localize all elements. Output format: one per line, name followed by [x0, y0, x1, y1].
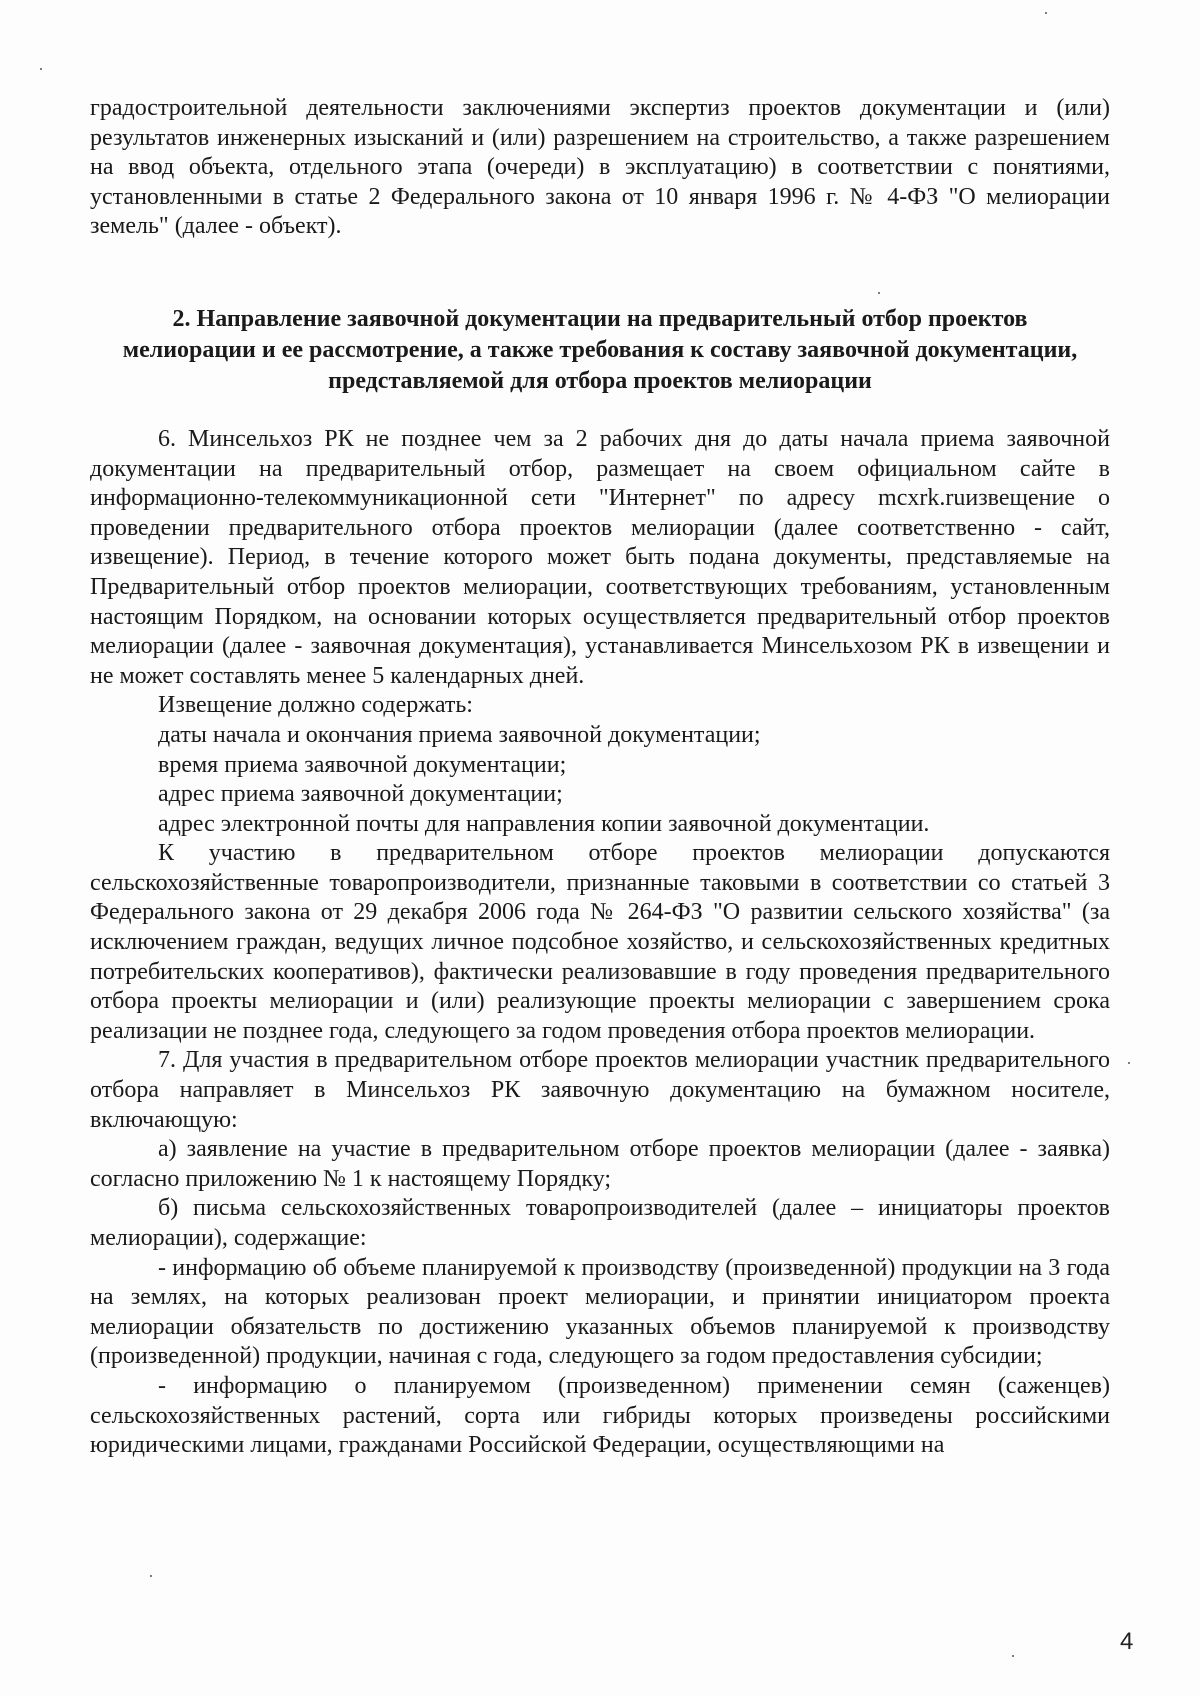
notice-item: время приема заявочной документации;: [158, 751, 567, 778]
scan-speck: [40, 68, 42, 70]
paragraph-6: 6. Минсельхоз РК не позднее чем за 2 рабочих дня до даты начала приема заявочной документации на предварительный отбор, размещает на своем официальном сайте в информационно-телекоммуникационной сети "Интернет" по адресу mcxrk.ruизвещение о проведении предварительного отбора проектов мелиорации (далее соответственно - сайт, извещение). Период, в течение которого может быть подана документы, представляемые на Предварительный отбор проектов мелиорации, соответствующих требованиям, установленным настоящим Порядком, на основании которых осуществляется предварительный отбор проектов мелиорации (далее - заявочная документация), устанавливается Минсельхозом РК в извещении и не может составлять менее 5 календарных дней.: [90, 425, 1110, 689]
paragraph-participants: К участию в предварительном отборе проектов мелиорации допускаются сельскохозяйственные товаропроизводители, признанные таковыми в соответствии со статьей 3 Федерального закона от 29 декабря 2006 года № 264-ФЗ "О развитии сельского хозяйства" (за исключением граждан, ведущих личное подсобное хозяйство, и сельскохозяйственных кредитных потребительских кооперативов), фактически реализовавшие в году проведения предварительного отбора проекты мелиорации и (или) реализующие проекты мелиорации с завершением срока реализации не позднее года, следующего за годом проведения отбора проектов мелиорации.: [90, 840, 1110, 1044]
page-number: 4: [1120, 1628, 1134, 1655]
notice-must-contain: Извещение должно содержать:: [158, 692, 473, 719]
scan-speck: [150, 1575, 152, 1577]
notice-item: адрес приема заявочной документации;: [158, 781, 563, 808]
scan-speck: [1045, 12, 1047, 14]
paragraph-7: 7. Для участия в предварительном отборе проектов мелиорации участник предварительного отбора направляет в Минсельхоз РК заявочную документацию на бумажном носителе, включающую:: [90, 1047, 1110, 1133]
document-body: [90, 94, 1110, 1461]
sub-item-production-info: - информацию об объеме планируемой к производству (произведенной) продукции на 3 года на землях, на которых реализован проект мелиорации, и принятии инициатором проекта мелиорации обязательств по достижению указанных объемов планируемой к производству (произведенной) продукции, начиная с года, следующего за годом предоставления субсидии;: [90, 1254, 1110, 1370]
notice-item: адрес электронной почты для направления копии заявочной документации.: [158, 810, 930, 837]
notice-item: даты начала и окончания приема заявочной документации;: [158, 721, 761, 748]
sub-item-seeds-info: - информацию о планируемом (произведенном) применении семян (саженцев) сельскохозяйственных растений, сорта или гибриды которых произведены российскими юридическими лицами, гражданами Российской Федерации, осуществляющими на: [90, 1372, 1110, 1459]
list-item-b: б) письма сельскохозяйственных товаропроизводителей (далее – инициаторы проектов мелиорации), содержащие:: [90, 1195, 1110, 1251]
scan-speck: [1012, 1655, 1014, 1657]
paragraph-intro: градостроительной деятельности заключениями экспертиз проектов документации и (или) результатов инженерных изысканий и (или) разрешением на строительство, а также разрешением на ввод объекта, отдельного этапа (очереди) в эксплуатацию) в соответствии с понятиями, установленными в статье 2 Федерального закона от 10 января 1996 г. № 4-ФЗ "О мелиорации земель" (далее - объект).: [90, 95, 1110, 240]
list-item-a: а) заявление на участие в предварительном отборе проектов мелиорации (далее - заявка) согласно приложению № 1 к настоящему Порядку;: [90, 1136, 1110, 1192]
scan-speck: [1128, 1062, 1130, 1064]
section-heading: 2. Направление заявочной документации на предварительный отбор проектов мелиорации и ее рассмотрение, а также требования к составу заявочной документации, представляемой для отбора проектов мелиорации: [122, 305, 1078, 394]
